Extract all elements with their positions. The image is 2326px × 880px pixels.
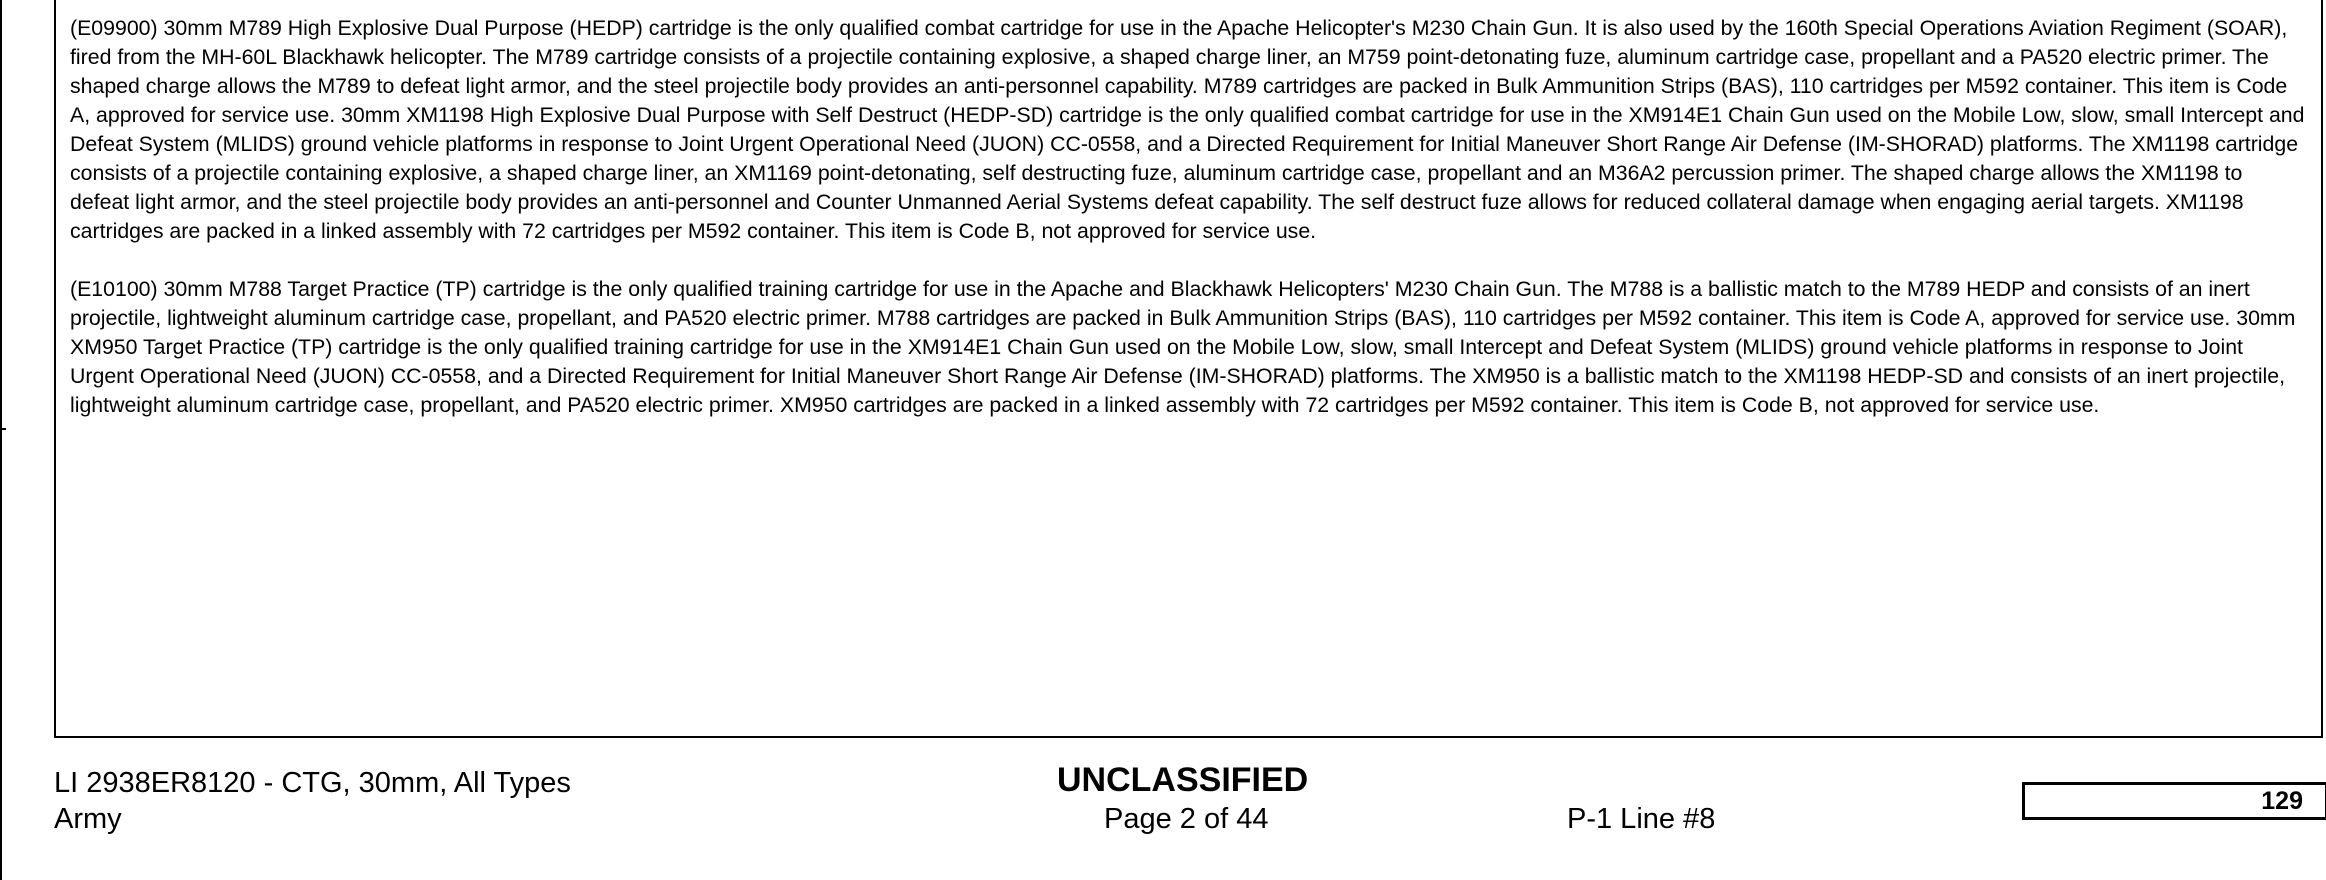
classification-marking: UNCLASSIFIED: [1057, 761, 1309, 799]
left-margin-tick: [0, 428, 6, 430]
p1-line-number: P-1 Line #8: [1567, 803, 1716, 835]
justification-text-box: [54, 0, 2323, 738]
paragraph-e10100: (E10100) 30mm M788 Target Practice (TP) cartridge is the only qualified training cartridge for use in the Apache and Blackhawk Helicopters' M230 Chain Gun. The M788 is a ballistic match to the M789 HEDP and consists of an inert projectile, lightweight aluminum cartridge case, propellant, and PA520 electric primer. M788 cartridges are packed in Bulk Ammunition Strips (BAS), 110 cartridges per M592 container. This item is Code A, approved for service use. 30mm XM950 Target Practice (TP) cartridge is the only qualified training cartridge for use in the XM914E1 Chain Gun used on the Mobile Low, slow, small Intercept and Defeat System (MLIDS) ground vehicle platforms in response to Joint Urgent Operational Need (JUON) CC-0558, and a Directed Requirement for Initial Maneuver Short Range Air Defense (IM-SHORAD) platforms. The XM950 is a ballistic match to the XM1198 HEDP-SD and consists of an inert projectile, lightweight aluminum cartridge case, propellant, and PA520 electric primer. XM950 cartridges are packed in a linked assembly with 72 cartridges per M592 container. This item is Code B, not approved for service use.: [70, 277, 2296, 417]
footer-line-item: LI 2938ER8120 - CTG, 30mm, All Types: [54, 767, 571, 799]
exhibit-page-number-box: 129: [2022, 782, 2326, 820]
footer-service: Army: [54, 803, 122, 835]
left-margin-rule: [0, 0, 2, 880]
paragraph-e09900: (E09900) 30mm M789 High Explosive Dual Purpose (HEDP) cartridge is the only qualified combat cartridge for use in the Apache Helicopter's M230 Chain Gun. It is also used by the 160th Special Operations Aviation Regiment (SOAR), fired from the MH-60L Blackhawk helicopter. The M789 cartridge consists of a projectile containing explosive, a shaped charge liner, an M759 point-detonating fuze, aluminum cartridge case, propellant and a PA520 electric primer. The shaped charge allows the M789 to defeat light armor, and the steel projectile body provides an anti-personnel capability. M789 cartridges are packed in Bulk Ammunition Strips (BAS), 110 cartridges per M592 container. This item is Code A, approved for service use. 30mm XM1198 High Explosive Dual Purpose with Self Destruct (HEDP-SD) cartridge is the only qualified combat cartridge for use in the XM914E1 Chain Gun used on the Mobile Low, slow, small Intercept and Defeat System (MLIDS) ground vehicle platforms in response to Joint Urgent Operational Need (JUON) CC-0558, and a Directed Requirement for Initial Maneuver Short Range Air Defense (IM-SHORAD) platforms. The XM1198 cartridge consists of a projectile containing explosive, a shaped charge liner, an XM1169 point-detonating, self destructing fuze, aluminum cartridge case, propellant and an M36A2 percussion primer. The shaped charge allows the XM1198 to defeat light armor, and the steel projectile body provides an anti-personnel and Counter Unmanned Aerial Systems defeat capability. The self destruct fuze allows for reduced collateral damage when engaging aerial targets. XM1198 cartridges are packed in a linked assembly with 72 cartridges per M592 container. This item is Code B, not approved for service use.: [70, 16, 2305, 243]
page-number: Page 2 of 44: [1104, 803, 1269, 835]
